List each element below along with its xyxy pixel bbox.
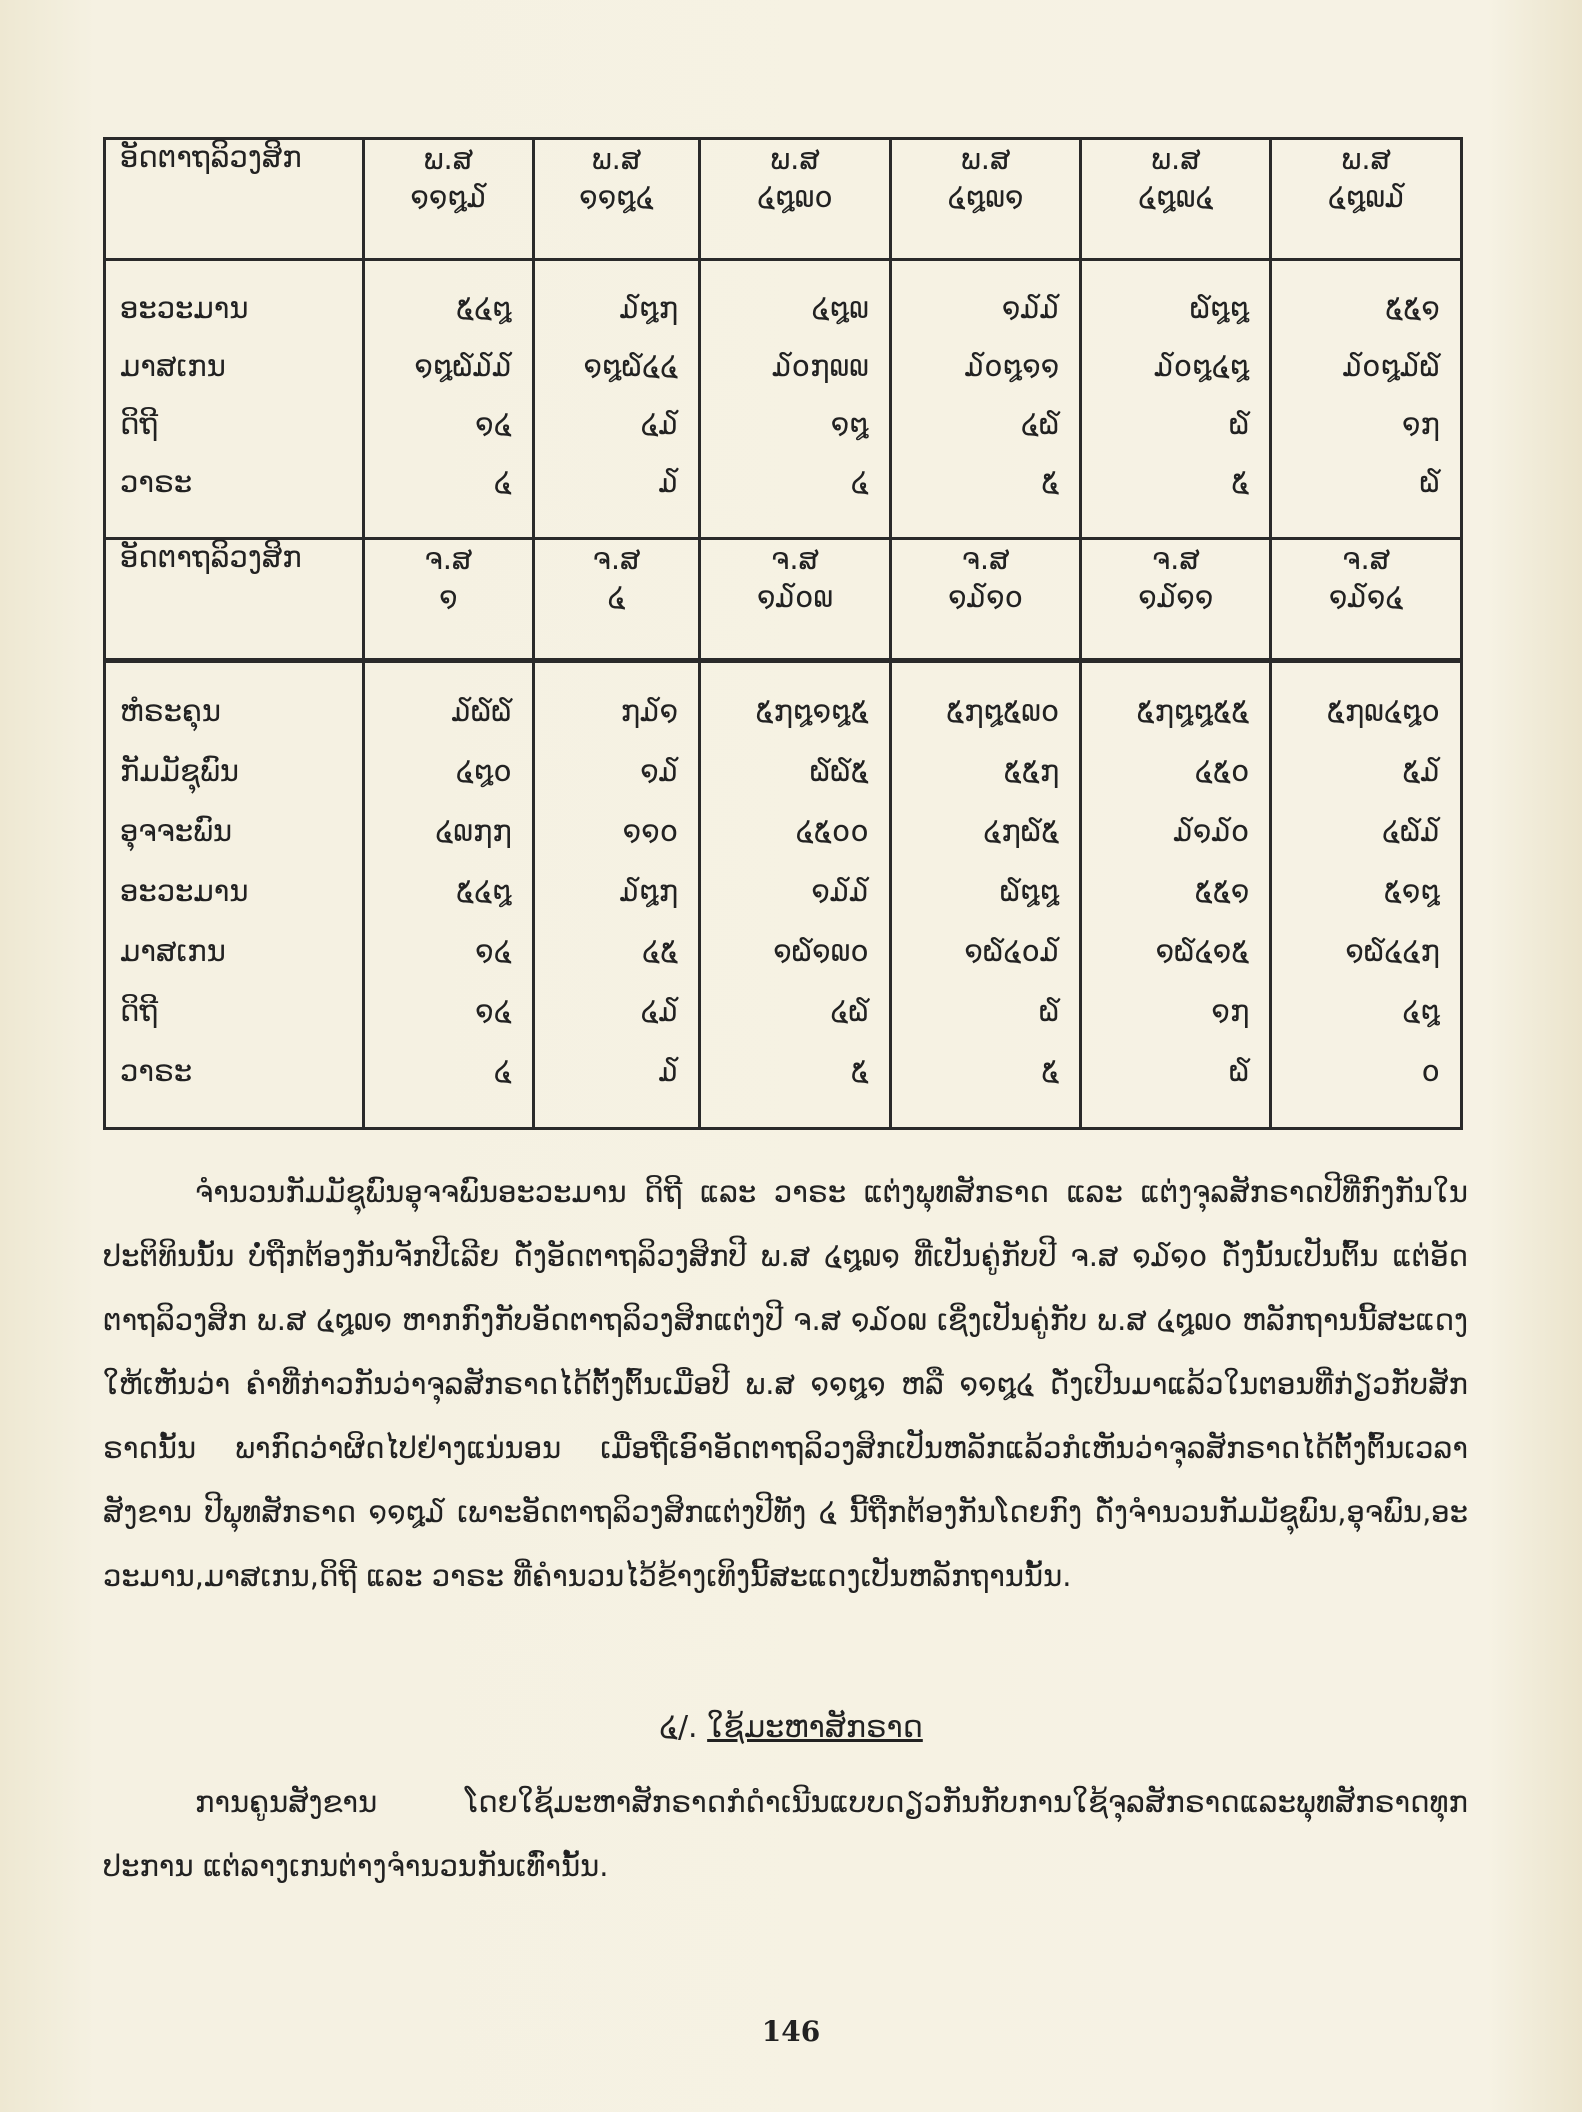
row-label: ວາຣະ bbox=[105, 1041, 364, 1101]
table1-header-row bbox=[105, 139, 1462, 260]
cell: ໕໗໘໘໕໕ bbox=[1081, 681, 1271, 741]
table1-header-cell: ພ.ສ ໑໑໘໓ bbox=[364, 139, 534, 260]
body-paragraph: ຈຳນວນກັມມັຊຸພົນອຸຈຈພົນອະວະມານ ດິຖີ ແລະ ວາຣະ ແຕ່ງພຸທສັກຣາດ ແລະ ແຕ່ງຈຸລສັກຣາດປີທີ່ກົງກັນໃນປະຕິທິນນັ້ນ ບໍ່ຖືກຕ້ອງກັນຈັກປີເລີຍ ດັ່ງອັດຕາຖລິວງສິກປີ ພ.ສ ໔໘໙໑ ທີ່ເປັນຄູ່ກັບປີ ຈ.ສ ໑໓໑໐ ດັ່ງນັ້ນເປັນຕົ້ນ ແຕ່ອັດຕາຖລິວງສິກ ພ.ສ ໔໘໙໑ ຫາກກົງກັບອັດຕາຖລິວງສິກແຕ່ງປີ ຈ.ສ ໑໓໐໙ ເຊິ່ງເປັນຄູ່ກັບ ພ.ສ ໔໘໙໐ ຫລັກຖານນີ້ສະແດງໃຫ້ເຫັນວ່າ ຄຳທີ່ກ່າວກັນວ່າຈຸລສັກຣາດໄດ້ຕັ້ງຕົ້ນເມື່ອປີ ພ.ສ ໑໑໘໑ ຫລື ໑໑໘໔ ດັ່ງເປີນມາແລ້ວໃນຕອນທີ່ກ່ຽວກັບສັກຣາດນັ້ນ ພາກົດວ່າຜິດໄປຢ່າງແນ່ນອນ ເມື່ອຖືເອົາອັດຕາຖລິວງສິກເປັນຫລັກແລ້ວກໍເຫັນວ່າຈຸລສັກຣາດໄດ້ຕັ້ງຕົ້ນເວລາສັງຂານ ປີພຸທສັກຣາດ ໑໑໘໓ ເພາະອັດຕາຖລິວງສິກແຕ່ງປີທັງ ໔ ນີ້ຖືກຕ້ອງກັນໂດຍກົງ ດັ່ງຈຳນວນກັມມັຊຸພົນ,ອຸຈພົນ,ອະວະມານ,ມາສເກນ,ດິຖີ ແລະ ວາຣະ ທີ່ຄຳນວນໄວ້ຂ້າງເທິງນີ້ສະແດງເປັນຫລັກຖານນັ້ນ. bbox=[103, 1175, 1468, 1593]
cell: ໖ bbox=[1081, 1041, 1271, 1101]
table-row bbox=[105, 279, 1462, 337]
cell: ໕ bbox=[700, 1041, 891, 1101]
cell: ໓໐໘໑໑ bbox=[890, 337, 1081, 395]
table2-header-cell: ຈ.ສ ໑໓໑໑ bbox=[1081, 539, 1271, 661]
cell: ໕໗໘໕໙໐ bbox=[890, 681, 1081, 741]
cell: ໑໑໐ bbox=[533, 801, 699, 861]
cell: ໓ bbox=[533, 1041, 699, 1101]
row-label: ອະວະມານ bbox=[105, 279, 364, 337]
table-row bbox=[105, 1041, 1462, 1101]
cell: ໓໑໓໐ bbox=[1081, 801, 1271, 861]
table1-header-cell: ພ.ສ ໑໑໘໔ bbox=[533, 139, 699, 260]
cell: ໓໐໘໔໘ bbox=[1081, 337, 1271, 395]
cell: ໕໑໘ bbox=[1271, 861, 1462, 921]
cell: ໕໔໘ bbox=[364, 861, 534, 921]
cell: ໓໘໗ bbox=[533, 279, 699, 337]
cell: ໕໕໗ bbox=[890, 741, 1081, 801]
row-label: ອະວະມານ bbox=[105, 861, 364, 921]
cell: ໑໖໑໙໐ bbox=[700, 921, 891, 981]
section-heading bbox=[0, 1710, 1582, 1745]
cell: ໔ bbox=[364, 1041, 534, 1101]
cell: ໖ bbox=[1271, 453, 1462, 511]
cell: ໕ bbox=[890, 1041, 1081, 1101]
table2-header-cell: ຈ.ສ ໑໓໐໙ bbox=[700, 539, 891, 661]
cell: ໕ bbox=[1081, 453, 1271, 511]
row-label: ກັມມັຊຸພົນ bbox=[105, 741, 364, 801]
cell: ໓ bbox=[533, 453, 699, 511]
cell: ໕໕໑ bbox=[1271, 279, 1462, 337]
cell: ໔໗໖໕ bbox=[890, 801, 1081, 861]
row-label: ມາສເກນ bbox=[105, 921, 364, 981]
cell: ໕໗໙໔໘໐ bbox=[1271, 681, 1462, 741]
cell: ໑໘໖໓໓ bbox=[364, 337, 534, 395]
table-row bbox=[105, 801, 1462, 861]
cell: ໖໘໘ bbox=[890, 861, 1081, 921]
cell: ໓໐໘໓໖ bbox=[1271, 337, 1462, 395]
cell: ໑໘ bbox=[700, 395, 891, 453]
cell: ໖ bbox=[1081, 395, 1271, 453]
cell: ໕໓ bbox=[1271, 741, 1462, 801]
cell: ໔໕ bbox=[533, 921, 699, 981]
cell: ໔໘໐ bbox=[364, 741, 534, 801]
table-row bbox=[105, 337, 1462, 395]
row-label: ດິຖີ bbox=[105, 981, 364, 1041]
table-row bbox=[105, 395, 1462, 453]
table2-header-cell: ຈ.ສ ໑ bbox=[364, 539, 534, 661]
cell: ໔ bbox=[700, 453, 891, 511]
cell: ໑໘໖໔໔ bbox=[533, 337, 699, 395]
table-row bbox=[105, 681, 1462, 741]
table2-header-cell: ຈ.ສ ໔ bbox=[533, 539, 699, 661]
table1-header-cell: ພ.ສ ໔໘໙໑ bbox=[890, 139, 1081, 260]
cell: ໓໘໗ bbox=[533, 861, 699, 921]
cell: ໑໖໔໔໗ bbox=[1271, 921, 1462, 981]
cell: ໑໓໓ bbox=[700, 861, 891, 921]
table-row bbox=[105, 741, 1462, 801]
cell: ໑໖໔໑໕ bbox=[1081, 921, 1271, 981]
cell: ໑໗ bbox=[1271, 395, 1462, 453]
table1-header-cell: ພ.ສ ໔໘໙໔ bbox=[1081, 139, 1271, 260]
cell: ໖໖໕ bbox=[700, 741, 891, 801]
cell: ໔໕໐໐ bbox=[700, 801, 891, 861]
table-row bbox=[105, 981, 1462, 1041]
row-label: ດິຖີ bbox=[105, 395, 364, 453]
row-label: ມາສເກນ bbox=[105, 337, 364, 395]
cell: ໔໙໗໗ bbox=[364, 801, 534, 861]
table2-header-cell: ຈ.ສ ໑໓໑໐ bbox=[890, 539, 1081, 661]
table1-header-label: ອັດຕາຖລິວງສິກ bbox=[105, 139, 364, 260]
section-title: ໃຊ້ມະຫາສັກຣາດ bbox=[707, 1710, 923, 1745]
cell: ໑໓໓ bbox=[890, 279, 1081, 337]
cell: ໕໕໑ bbox=[1081, 861, 1271, 921]
cell: ໕໔໘ bbox=[364, 279, 534, 337]
body-paragraph: ການຄູນສັງຂານ ໂດຍໃຊ້ມະຫາສັກຣາດກໍດຳເນີນແບບດຽວກັນກັບການໃຊ້ຈຸລສັກຣາດແລະພຸທສັກຣາດທຸກປະການ ແຕ່ລາງເກນຕ່າງຈຳນວນກັນເທົ່ານັ້ນ. bbox=[103, 1785, 1468, 1883]
table1-header-cell: ພ.ສ ໔໘໙໓ bbox=[1271, 139, 1462, 260]
cell: ໓໐໗໙໙ bbox=[700, 337, 891, 395]
cell: ໑໓ bbox=[533, 741, 699, 801]
row-label: ອຸຈຈະພົນ bbox=[105, 801, 364, 861]
table2-header-row bbox=[105, 539, 1462, 661]
cell: ໔໖ bbox=[700, 981, 891, 1041]
cell: ໔໕໐ bbox=[1081, 741, 1271, 801]
cell: ໔໘ bbox=[1271, 981, 1462, 1041]
cell: ໑໔ bbox=[364, 921, 534, 981]
cell: ໐ bbox=[1271, 1041, 1462, 1101]
table2-header-label: ອັດຕາຖລິວງສິກ bbox=[105, 539, 364, 661]
cell: ໖ bbox=[890, 981, 1081, 1041]
cell: ໗໓໑ bbox=[533, 681, 699, 741]
cell: ໔໘໙ bbox=[700, 279, 891, 337]
cell: ໔ bbox=[364, 453, 534, 511]
row-label: ວາຣະ bbox=[105, 453, 364, 511]
page-number: 146 bbox=[761, 2015, 821, 2048]
section-number: ໔/. bbox=[659, 1710, 698, 1745]
table-row bbox=[105, 921, 1462, 981]
cell: ໑໖໔໐໓ bbox=[890, 921, 1081, 981]
cell: ໑໔ bbox=[364, 981, 534, 1041]
cell: ໑໗ bbox=[1081, 981, 1271, 1041]
calendar-table bbox=[103, 137, 1463, 1130]
cell: ໖໘໘ bbox=[1081, 279, 1271, 337]
cell: ໔໖ bbox=[890, 395, 1081, 453]
cell: ໔໓ bbox=[533, 981, 699, 1041]
cell: ໕ bbox=[890, 453, 1081, 511]
table-row bbox=[105, 861, 1462, 921]
cell: ໔໖໓ bbox=[1271, 801, 1462, 861]
cell: ໓໖໖ bbox=[364, 681, 534, 741]
row-label: ຫໍຣະຄຸນ bbox=[105, 681, 364, 741]
table-row bbox=[105, 453, 1462, 511]
table2-header-cell: ຈ.ສ ໑໓໑໔ bbox=[1271, 539, 1462, 661]
cell: ໑໔ bbox=[364, 395, 534, 453]
table1-header-cell: ພ.ສ ໔໘໙໐ bbox=[700, 139, 891, 260]
cell: ໕໗໘໑໘໕ bbox=[700, 681, 891, 741]
cell: ໔໓ bbox=[533, 395, 699, 453]
